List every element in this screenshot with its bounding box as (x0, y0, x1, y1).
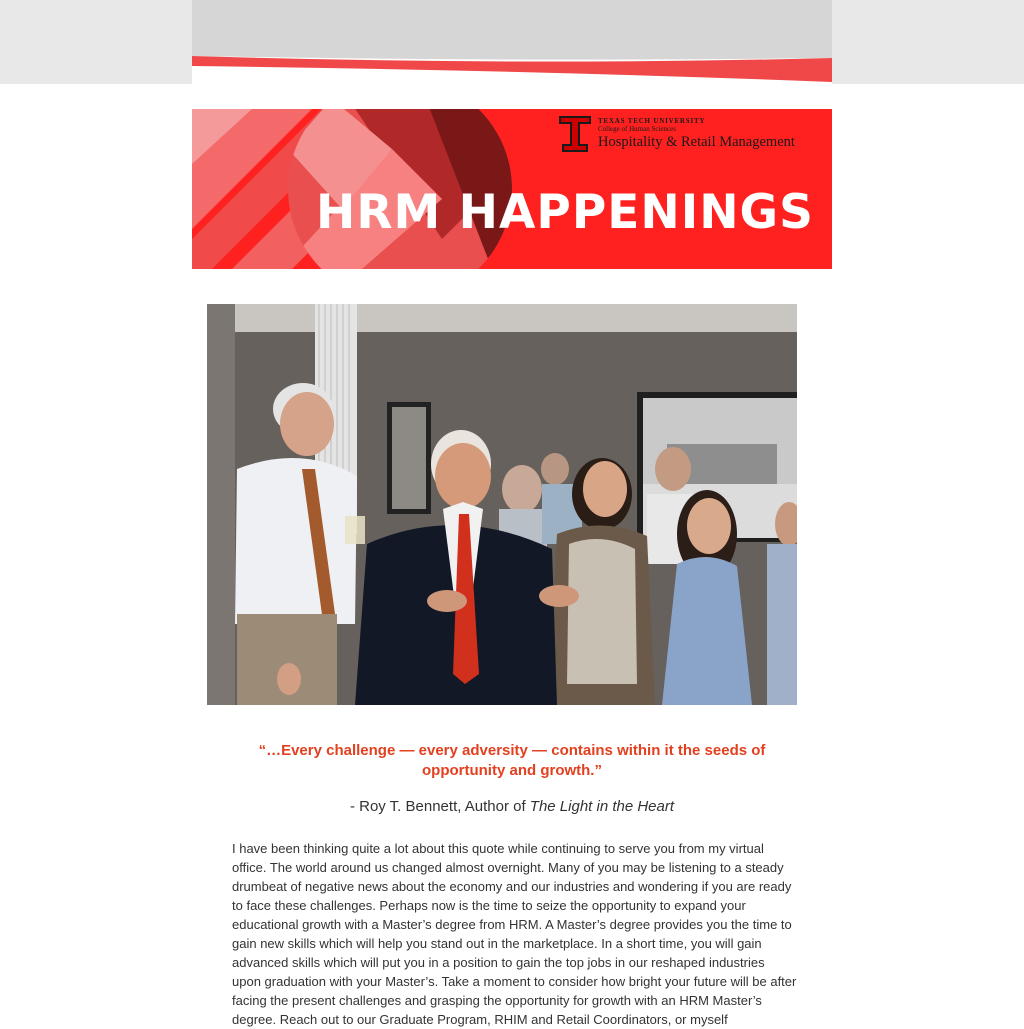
attribution-book-title: The Light in the Heart (529, 798, 675, 815)
university-name: TEXAS TECH UNIVERSITY (598, 117, 706, 126)
department-name: Hospitality & Retail Management (598, 134, 795, 151)
attribution-author: - Roy T. Bennett, Author of (349, 798, 530, 815)
quote-attribution (232, 797, 792, 817)
letter-body (232, 839, 797, 1029)
featured-quote: “…Every challenge — every adversity — contains within it the seeds of opportunity and growth.” (258, 742, 766, 779)
texas-tech-double-t-icon (558, 114, 592, 154)
university-logo (558, 113, 795, 155)
college-name: College of Human Sciences (598, 125, 676, 134)
newsletter-banner (192, 109, 832, 269)
email-header-decoration (192, 0, 832, 84)
body-paragraph: I have been thinking quite a lot about this quote while continuing to serve you from my virtual office. The world around us changed almost overnight. Many of you may be listening to a steady drumbeat of negative news about the economy and our industries and wondering if you are ready to face these challenges. Perhaps now is the time to seize the opportunity to expand your educational growth with a Master’s degree from HRM. A Master’s degree provides you the time to gain new skills which will help you stand out in the marketplace. In a short time, you will gain advanced skills which will put you in a position to gain the top jobs in our reshaped industries upon graduation with your Master’s. Take a moment to consider how bright your future will be after facing the present challenges and grasping the opportunity for growth with an HRM Master’s degree. Reach out to our Graduate Program, RHIM and Retail Coordinators, or myself (232, 841, 797, 1027)
newsletter-title: HRM HAPPENINGS (316, 185, 814, 240)
group-photo (207, 304, 797, 705)
